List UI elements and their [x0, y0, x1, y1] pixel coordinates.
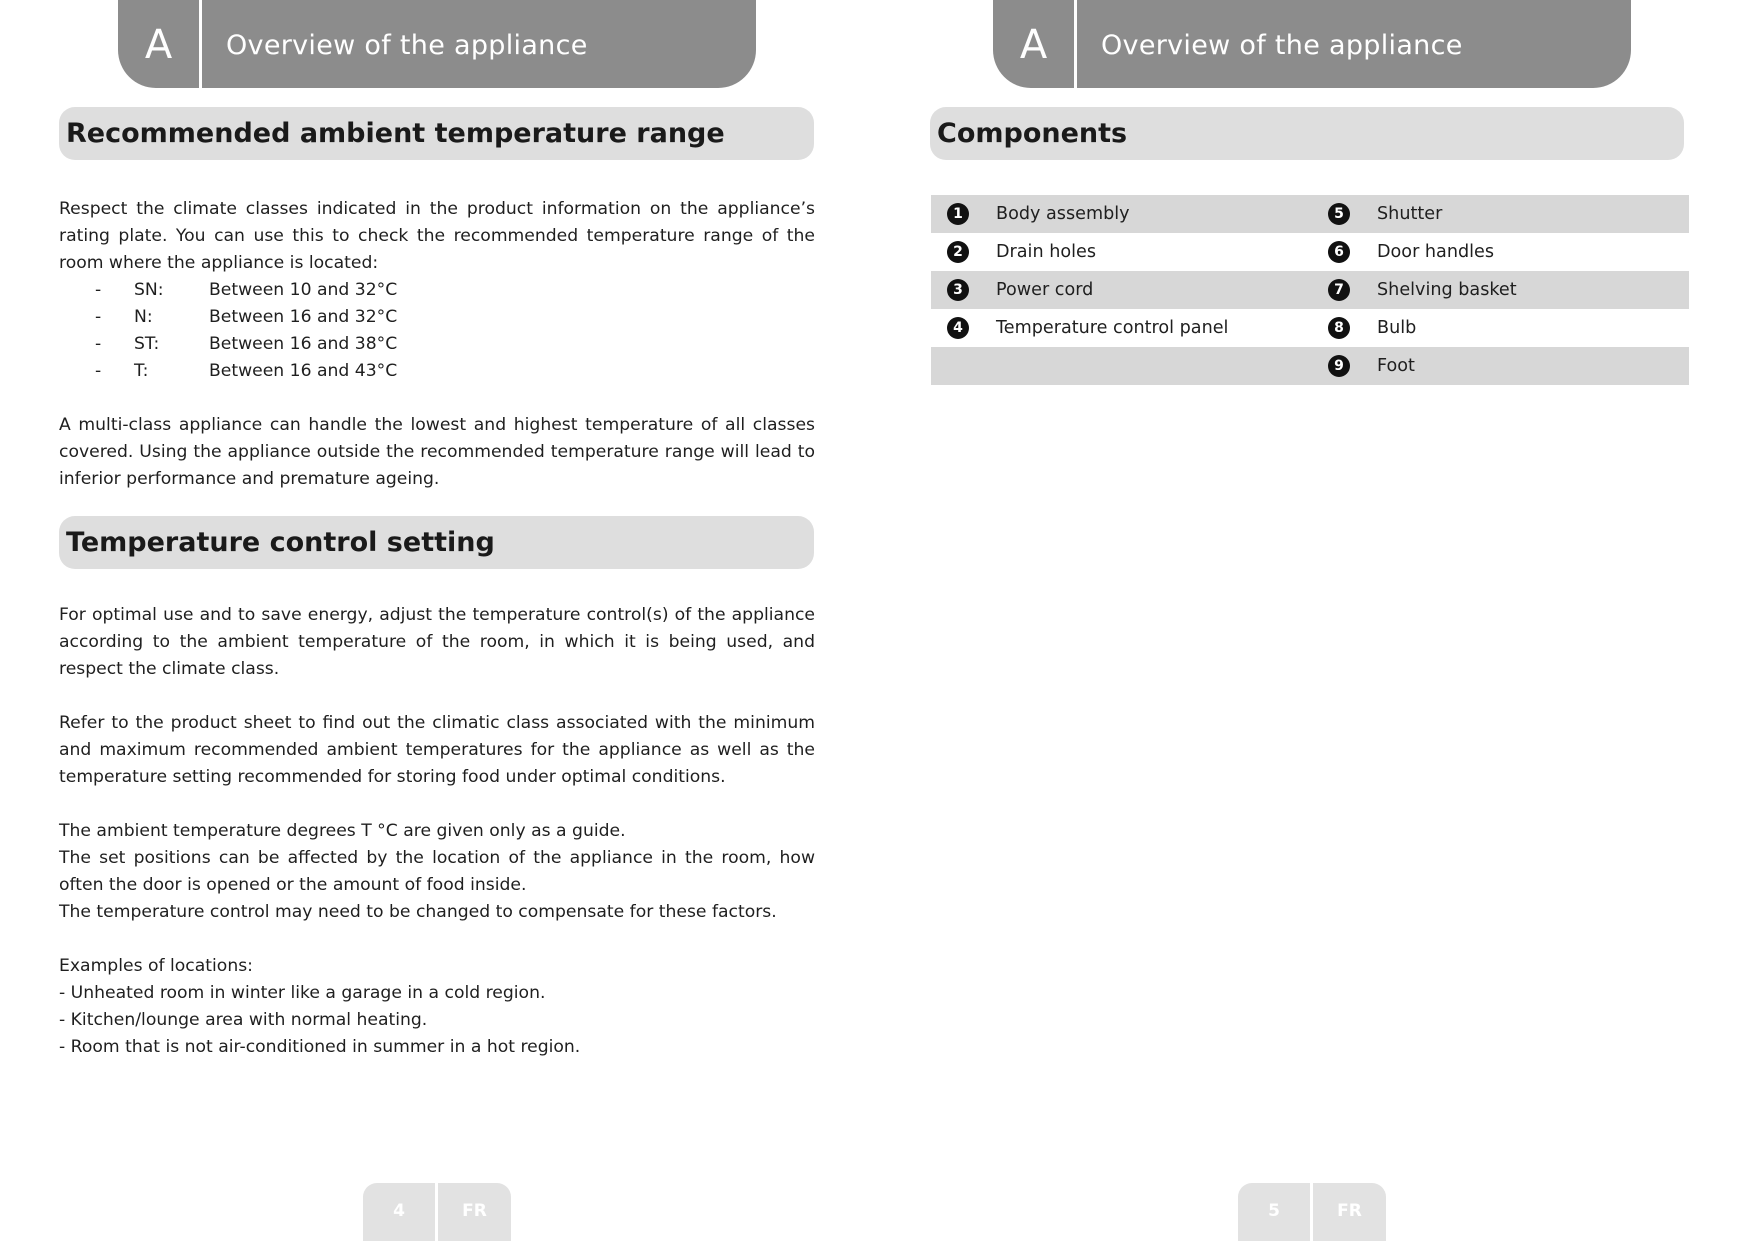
multi-class-note — [59, 412, 815, 493]
list-dash: - — [95, 361, 102, 381]
page-footer-tab — [363, 1183, 511, 1241]
climate-class-row — [59, 331, 815, 358]
component-label: Temperature control panel — [996, 318, 1229, 338]
ambient-temperature-body — [59, 196, 815, 385]
temperature-control-body — [59, 602, 815, 1061]
right-page — [875, 0, 1749, 1241]
number-badge: 7 — [1328, 279, 1350, 301]
examples-heading: Examples of locations: — [59, 956, 253, 976]
component-label: Drain holes — [996, 242, 1096, 262]
section-heading-temperature-control: Temperature control setting — [59, 516, 814, 569]
paragraph-set-positions: The set positions can be affected by the location of the appliance in the room, how often the door is opened or the amount of food inside. — [59, 848, 815, 895]
component-label: Foot — [1377, 356, 1415, 376]
number-badge: 6 — [1328, 241, 1350, 263]
climate-class-row — [59, 277, 815, 304]
chapter-letter: A — [118, 0, 202, 88]
list-dash: - — [95, 280, 102, 300]
section-heading-ambient-temperature: Recommended ambient temperature range — [59, 107, 814, 160]
chapter-letter: A — [993, 0, 1077, 88]
number-badge: 1 — [947, 203, 969, 225]
number-badge: 2 — [947, 241, 969, 263]
list-dash: - — [95, 334, 102, 354]
components-table — [931, 195, 1689, 385]
chapter-title: Overview of the appliance — [226, 30, 588, 61]
climate-class-range: Between 16 and 38°C — [209, 334, 398, 354]
climate-class-code: N: — [134, 307, 153, 327]
component-label: Shelving basket — [1377, 280, 1517, 300]
left-page — [0, 0, 874, 1241]
list-dash: - — [95, 307, 102, 327]
example-item: - Unheated room in winter like a garage in a cold region. — [59, 983, 546, 1003]
paragraph-product-sheet: Refer to the product sheet to find out the climatic class associated with the minimum and maximum recommended ambient temperatures for the appliance as well as the temperature setting recommended for storing food under optimal conditions. — [59, 713, 815, 787]
component-label: Door handles — [1377, 242, 1495, 262]
number-badge: 4 — [947, 317, 969, 339]
language-code: FR — [1337, 1201, 1362, 1221]
component-label: Body assembly — [996, 204, 1130, 224]
table-row — [931, 233, 1689, 271]
climate-class-range: Between 16 and 32°C — [209, 307, 398, 327]
chapter-tab — [118, 0, 756, 88]
language-code: FR — [462, 1201, 487, 1221]
chapter-title: Overview of the appliance — [1101, 30, 1463, 61]
component-label: Power cord — [996, 280, 1094, 300]
climate-class-row — [59, 304, 815, 331]
component-label: Shutter — [1377, 204, 1443, 224]
paragraph-compensate: The temperature control may need to be changed to compensate for these factors. — [59, 902, 777, 922]
page-footer-tab — [1238, 1183, 1386, 1241]
climate-class-range: Between 16 and 43°C — [209, 361, 398, 381]
climate-class-range: Between 10 and 32°C — [209, 280, 398, 300]
climate-class-row — [59, 358, 815, 385]
table-row — [931, 347, 1689, 385]
climate-class-code: ST: — [134, 334, 160, 354]
example-item: - Room that is not air-conditioned in summer in a hot region. — [59, 1037, 581, 1057]
chapter-tab — [993, 0, 1631, 88]
paragraph-optimal-use: For optimal use and to save energy, adjust the temperature control(s) of the appliance according to the ambient temperature of the room, in which it is being used, and respect the climate class. — [59, 605, 815, 679]
example-item: - Kitchen/lounge area with normal heating. — [59, 1010, 428, 1030]
page-number: 5 — [1238, 1183, 1313, 1241]
table-row — [931, 195, 1689, 233]
page-number: 4 — [363, 1183, 438, 1241]
climate-intro: Respect the climate classes indicated in the product information on the appliance’s rating plate. You can use this to check the recommended temperature range of the room where the appliance is located: — [59, 199, 815, 273]
table-row — [931, 309, 1689, 347]
number-badge: 5 — [1328, 203, 1350, 225]
number-badge: 3 — [947, 279, 969, 301]
table-row — [931, 271, 1689, 309]
component-label: Bulb — [1377, 318, 1417, 338]
climate-class-code: SN: — [134, 280, 164, 300]
paragraph-guide: The ambient temperature degrees T °C are given only as a guide. — [59, 821, 626, 841]
number-badge: 8 — [1328, 317, 1350, 339]
multi-class-paragraph: A multi-class appliance can handle the lowest and highest temperature of all classes covered. Using the appliance outside the recommended temperature range will lead to inferior performance and premature ageing. — [59, 415, 815, 489]
number-badge: 9 — [1328, 355, 1350, 377]
climate-class-code: T: — [134, 361, 149, 381]
section-heading-components: Components — [930, 107, 1684, 160]
